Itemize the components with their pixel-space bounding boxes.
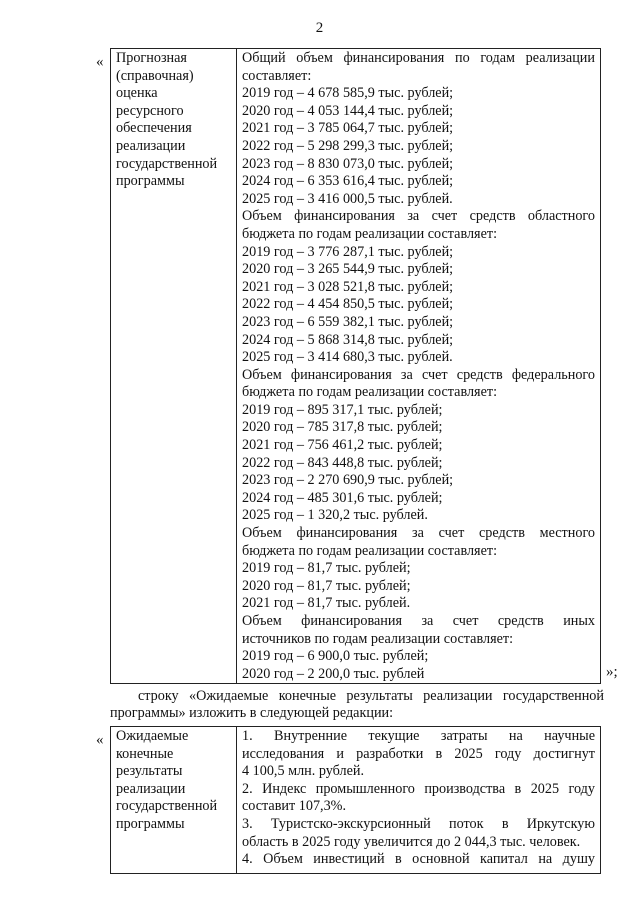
label-line: Ожидаемые <box>116 728 189 744</box>
instruction-paragraph <box>110 688 604 722</box>
content-line: Общий объем финансирования по годам реализации <box>242 50 595 66</box>
content-line: 2019 год – 3 776 287,1 тыс. рублей; <box>242 243 454 260</box>
instruction-line-1: строку «Ожидаемые конечные результаты реализации государственной <box>138 688 604 704</box>
label-line: оценка <box>116 85 158 102</box>
content-line: 2019 год – 895 317,1 тыс. рублей; <box>242 401 443 418</box>
funding-table-label-cell <box>111 49 237 684</box>
content-line: 2024 год – 5 868 314,8 тыс. рублей; <box>242 331 454 348</box>
label-line: ресурсного <box>116 102 184 119</box>
content-line: 2023 год – 6 559 382,1 тыс. рублей; <box>242 313 454 330</box>
content-line: 2020 год – 2 200,0 тыс. рублей <box>242 665 425 682</box>
label-line: Прогнозная <box>116 50 187 66</box>
label-line: результаты <box>116 763 183 780</box>
content-line: бюджета по годам реализации составляет: <box>242 542 498 559</box>
content-line: бюджета по годам реализации составляет: <box>242 384 498 401</box>
funding-table <box>110 48 601 684</box>
funding-table-content <box>242 50 595 683</box>
content-line: область в 2025 году увеличится до 2 044,3 тыс. человек. <box>242 833 581 850</box>
content-line: 3. Туристско-экскурсионный поток в Иркутскую <box>242 815 595 832</box>
content-line: 2025 год – 1 320,2 тыс. рублей. <box>242 507 428 524</box>
results-table <box>110 726 601 874</box>
page-number: 2 <box>315 20 324 36</box>
label-line: обеспечения <box>116 120 192 137</box>
label-line: конечные <box>116 745 174 762</box>
content-line: 2022 год – 5 298 299,3 тыс. рублей; <box>242 137 454 154</box>
content-line: 2024 год – 485 301,6 тыс. рублей; <box>242 489 443 506</box>
content-line: 2019 год – 81,7 тыс. рублей; <box>242 560 411 577</box>
funding-table-content-cell <box>237 49 601 684</box>
content-line: 2. Индекс промышленного производства в 2025 году <box>242 780 595 797</box>
label-line: реализации <box>116 137 186 154</box>
content-line: составит 107,3%. <box>242 798 347 815</box>
content-line: 1. Внутренние текущие затраты на научные <box>242 728 595 744</box>
content-line: 2020 год – 3 265 544,9 тыс. рублей; <box>242 261 454 278</box>
content-line: 2022 год – 843 448,8 тыс. рублей; <box>242 454 443 471</box>
content-line: Объем финансирования за счет средств федерального <box>242 366 595 383</box>
label-line: (справочная) <box>116 67 194 84</box>
content-line: 2024 год – 6 353 616,4 тыс. рублей; <box>242 173 454 190</box>
content-line: 2021 год – 81,7 тыс. рублей. <box>242 595 411 612</box>
funding-table-label <box>116 50 231 191</box>
content-line: 2021 год – 3 028 521,8 тыс. рублей; <box>242 278 454 295</box>
open-quote-1: « <box>96 54 104 70</box>
content-line: 2025 год – 3 416 000,5 тыс. рублей. <box>242 190 453 207</box>
content-line: 2023 год – 2 270 690,9 тыс. рублей; <box>242 472 454 489</box>
label-line: реализации <box>116 780 186 797</box>
instruction-line-2: программы» изложить в следующей редакции: <box>110 705 394 722</box>
content-line: источников по годам реализации составляет: <box>242 630 514 647</box>
results-table-label <box>116 728 231 834</box>
label-line: программы <box>116 173 185 190</box>
content-line: 4 100,5 млн. рублей. <box>242 763 365 780</box>
content-line: Объем финансирования за счет средств областного <box>242 208 595 225</box>
results-table-content <box>242 728 595 869</box>
content-line: 2020 год – 785 317,8 тыс. рублей; <box>242 419 443 436</box>
label-line: государственной <box>116 798 218 815</box>
content-line: 2021 год – 756 461,2 тыс. рублей; <box>242 437 443 454</box>
content-line: 4. Объем инвестиций в основной капитал на душу <box>242 851 595 868</box>
content-line: 2020 год – 4 053 144,4 тыс. рублей; <box>242 102 454 119</box>
content-line: 2025 год – 3 414 680,3 тыс. рублей. <box>242 349 453 366</box>
content-line: составляет: <box>242 67 312 84</box>
content-line: исследования и разработки в 2025 году достигнут <box>242 745 595 762</box>
results-table-label-cell <box>111 727 237 874</box>
content-line: 2019 год – 4 678 585,9 тыс. рублей; <box>242 85 454 102</box>
open-quote-2: « <box>96 732 104 748</box>
content-line: Объем финансирования за счет средств иных <box>242 613 595 629</box>
content-line: 2020 год – 81,7 тыс. рублей; <box>242 577 411 594</box>
close-quote: »; <box>606 664 618 680</box>
label-line: программы <box>116 815 185 832</box>
content-line: 2019 год – 6 900,0 тыс. рублей; <box>242 648 429 665</box>
content-line: 2023 год – 8 830 073,0 тыс. рублей; <box>242 155 454 172</box>
content-line: 2022 год – 4 454 850,5 тыс. рублей; <box>242 296 454 313</box>
content-line: Объем финансирования за счет средств местного <box>242 525 595 542</box>
content-line: бюджета по годам реализации составляет: <box>242 225 498 242</box>
label-line: государственной <box>116 155 218 172</box>
results-table-content-cell <box>237 727 601 874</box>
content-line: 2021 год – 3 785 064,7 тыс. рублей; <box>242 120 454 137</box>
